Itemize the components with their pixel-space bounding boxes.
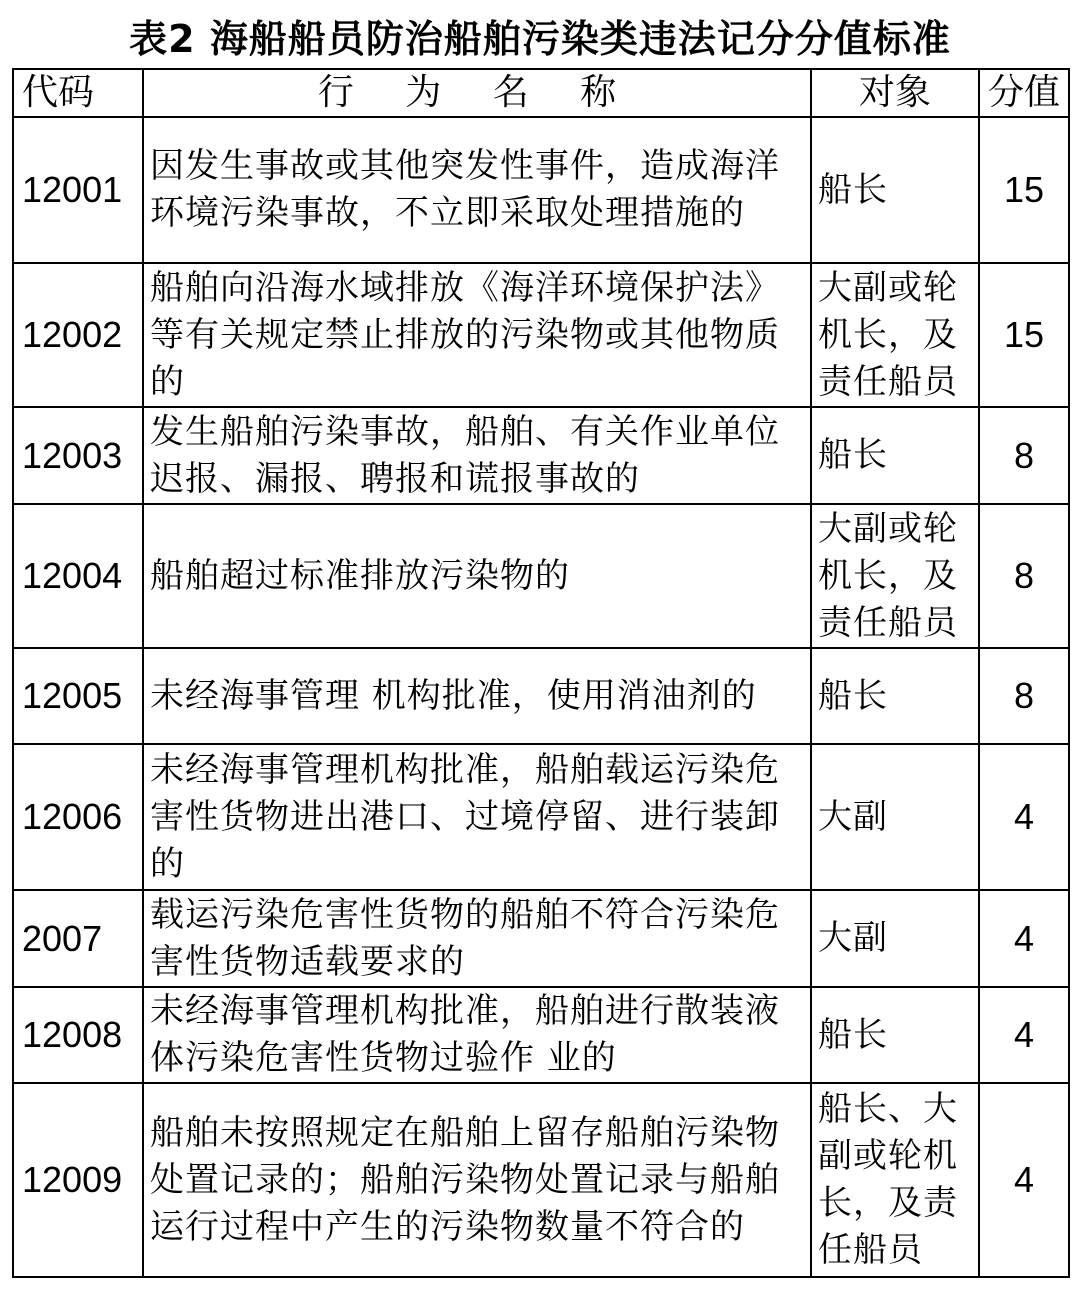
row-name: 发生船舶污染事故，船舶、有关作业单位迟报、漏报、聘报和谎报事故的 bbox=[143, 407, 811, 504]
table-row bbox=[13, 263, 1069, 407]
table-row bbox=[13, 504, 1069, 648]
row-score: 8 bbox=[979, 407, 1069, 504]
table-row bbox=[13, 648, 1069, 744]
row-name: 未经海事管理机构批准，船舶进行散装液体污染危害性货物过验作 业的 bbox=[143, 987, 811, 1083]
row-name: 船舶未按照规定在船舶上留存船舶污染物处置记录的；船舶污染物处置记录与船舶运行过程中产生的污染物数量不符合的 bbox=[143, 1083, 811, 1277]
row-code: 12009 bbox=[13, 1083, 143, 1277]
table-row bbox=[13, 117, 1069, 263]
row-name: 因发生事故或其他突发性事件，造成海洋环境污染事故，不立即采取处理措施的 bbox=[143, 117, 811, 263]
row-object: 大副或轮机长，及责任船员 bbox=[811, 504, 979, 648]
row-score: 4 bbox=[979, 987, 1069, 1083]
header-score: 分值 bbox=[979, 69, 1069, 117]
row-object: 船长、大副或轮机长，及责任船员 bbox=[811, 1083, 979, 1277]
row-code: 12001 bbox=[13, 117, 143, 263]
row-score: 4 bbox=[979, 1083, 1069, 1277]
row-score: 4 bbox=[979, 890, 1069, 987]
row-object: 船长 bbox=[811, 648, 979, 744]
row-object: 大副 bbox=[811, 890, 979, 987]
table-row bbox=[13, 1083, 1069, 1277]
row-name: 船舶超过标准排放污染物的 bbox=[143, 504, 811, 648]
header-object: 对象 bbox=[811, 69, 979, 117]
row-name: 未经海事管理机构批准，船舶载运污染危害性货物进出港口、过境停留、进行装卸的 bbox=[143, 744, 811, 890]
row-code: 12004 bbox=[13, 504, 143, 648]
row-object: 大副或轮机长，及责任船员 bbox=[811, 263, 979, 407]
table-row bbox=[13, 890, 1069, 987]
row-name: 载运污染危害性货物的船舶不符合污染危害性货物适载要求的 bbox=[143, 890, 811, 987]
row-object: 船长 bbox=[811, 117, 979, 263]
row-score: 15 bbox=[979, 263, 1069, 407]
header-row bbox=[13, 69, 1069, 117]
header-code: 代码 bbox=[13, 69, 143, 117]
table-title: 表2 海船船员防治船舶污染类违法记分分值标准 bbox=[129, 17, 951, 61]
table-row bbox=[13, 987, 1069, 1083]
row-score: 8 bbox=[979, 648, 1069, 744]
row-score: 4 bbox=[979, 744, 1069, 890]
row-code: 12005 bbox=[13, 648, 143, 744]
row-object: 船长 bbox=[811, 407, 979, 504]
row-code: 2007 bbox=[13, 890, 143, 987]
row-object: 船长 bbox=[811, 987, 979, 1083]
row-code: 12006 bbox=[13, 744, 143, 890]
row-score: 8 bbox=[979, 504, 1069, 648]
table-row bbox=[13, 407, 1069, 504]
row-code: 12002 bbox=[13, 263, 143, 407]
row-code: 12003 bbox=[13, 407, 143, 504]
row-name: 船舶向沿海水域排放《海洋环境保护法》等有关规定禁止排放的污染物或其他物质的 bbox=[143, 263, 811, 407]
row-name: 未经海事管理 机构批准，使用消油剂的 bbox=[143, 648, 811, 744]
row-score: 15 bbox=[979, 117, 1069, 263]
demerit-points-table bbox=[12, 68, 1070, 1278]
row-object: 大副 bbox=[811, 744, 979, 890]
header-name: 行 为 名 称 bbox=[143, 69, 811, 117]
table-row bbox=[13, 744, 1069, 890]
row-code: 12008 bbox=[13, 987, 143, 1083]
